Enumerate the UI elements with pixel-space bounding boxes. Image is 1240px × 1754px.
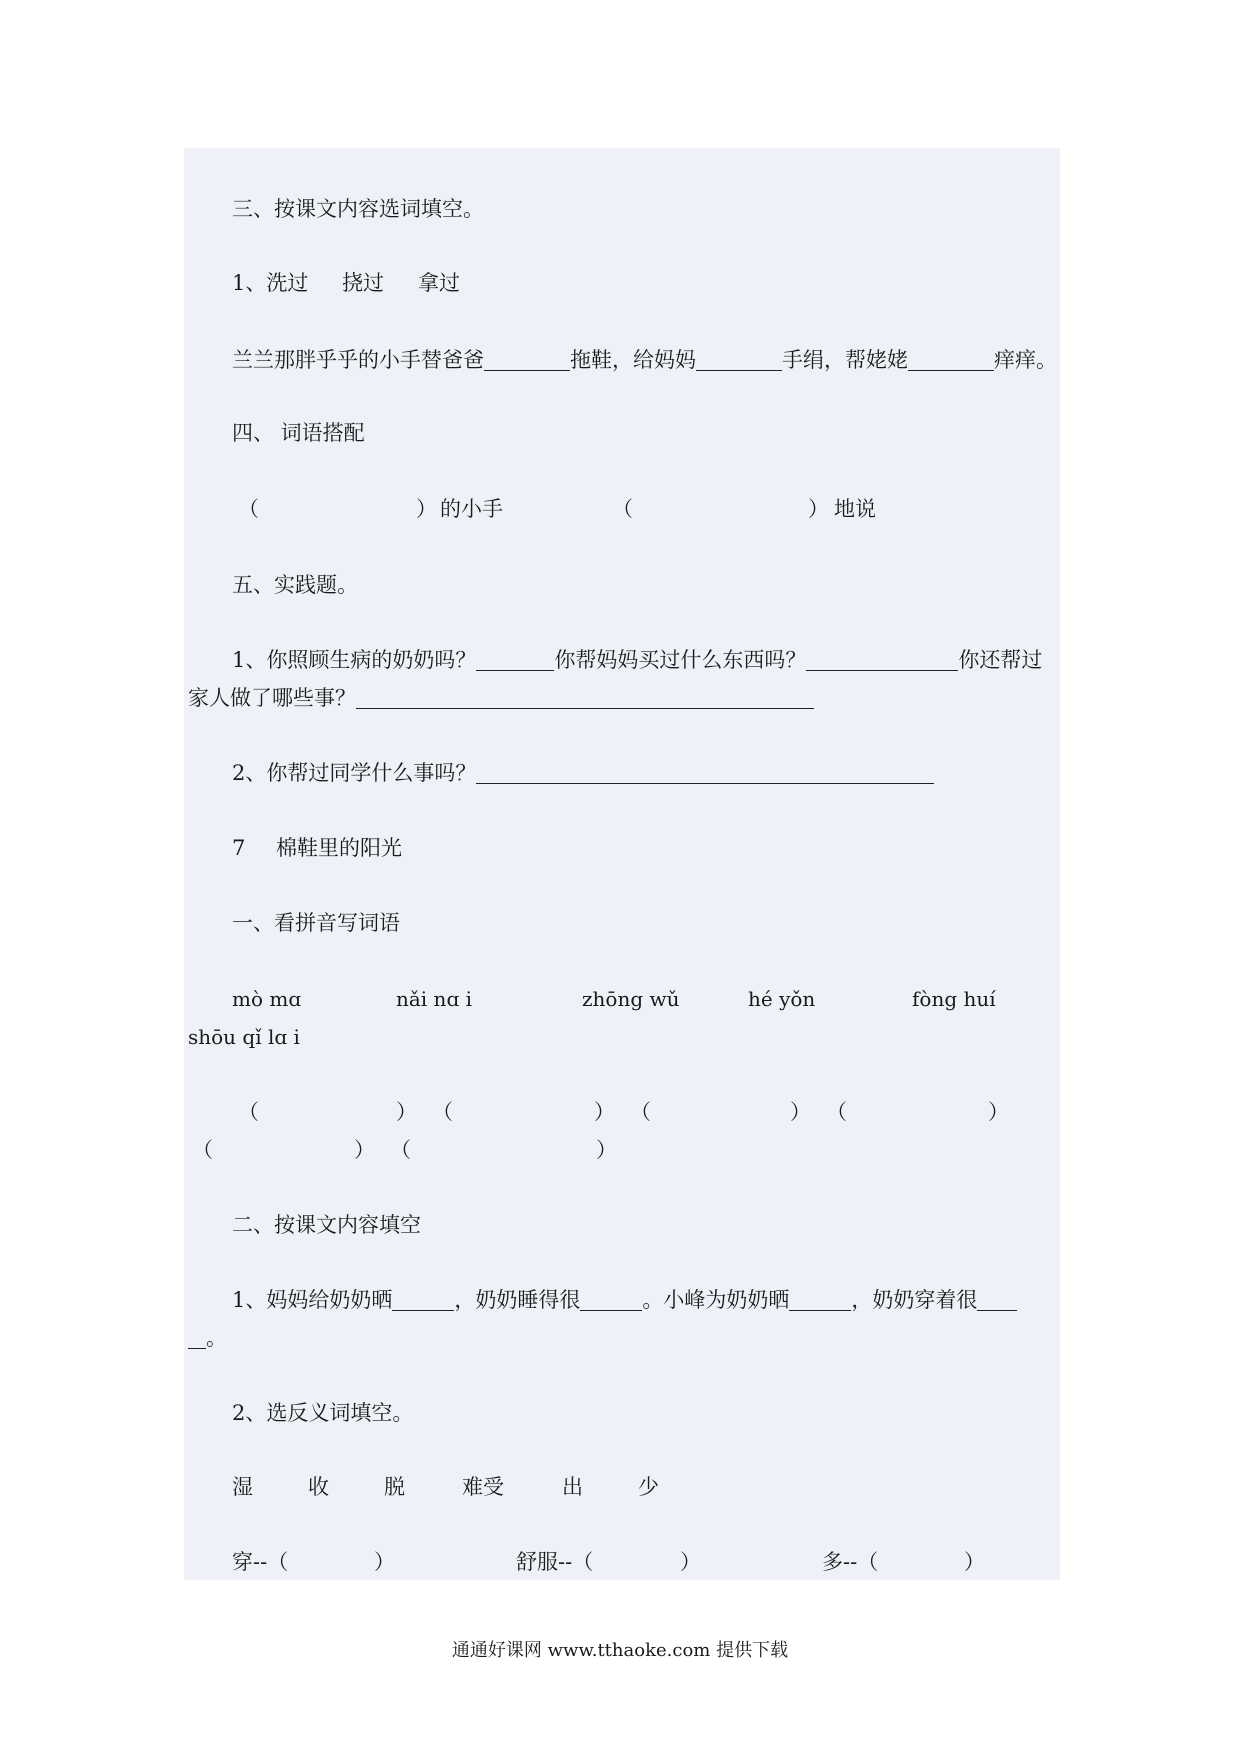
question-text: 你帮妈妈买过什么东西吗？	[554, 648, 807, 672]
paren-open: （	[192, 1138, 213, 1162]
paren-close: ）	[680, 1550, 701, 1574]
paren-open: （	[238, 1100, 259, 1124]
section3-option-2: 挠过	[342, 271, 384, 295]
answer-blank[interactable]	[484, 348, 570, 371]
lesson-title: 棉鞋里的阳光	[276, 836, 402, 860]
paren-close: ）	[988, 1100, 1009, 1124]
paren-close: ）	[964, 1550, 985, 1574]
question-text: 2、你帮过同学什么事吗？	[232, 761, 477, 785]
paren-close: ）	[596, 1138, 617, 1162]
question-text: 1、妈妈给奶奶晒	[232, 1288, 393, 1312]
sentence-part: 痒痒。	[994, 348, 1057, 372]
section3-q1-label: 1、洗过	[232, 271, 309, 295]
word-choice: 脱	[384, 1475, 405, 1499]
part1-title: 一、看拼音写词语	[232, 911, 400, 935]
answer-blank[interactable]	[392, 1288, 454, 1311]
question-text: ，奶奶穿着很	[851, 1288, 978, 1312]
paren-close: ）	[416, 497, 437, 521]
answer-blank[interactable]	[789, 1288, 851, 1311]
answer-blank[interactable]	[476, 761, 934, 784]
pinyin-item: fòng huí	[912, 987, 996, 1011]
paren-open: （	[238, 497, 259, 521]
pinyin-item: mò mɑ	[232, 987, 302, 1011]
sentence-part: 兰兰那胖乎乎的小手替爸爸	[232, 348, 484, 372]
answer-blank[interactable]	[908, 348, 994, 371]
answer-blank[interactable]	[806, 648, 958, 671]
question-text: 。小峰为奶奶晒	[642, 1288, 790, 1312]
paren-close: ）	[396, 1100, 417, 1124]
answer-blank[interactable]	[696, 348, 782, 371]
antonym-pair: 穿--（	[232, 1550, 289, 1574]
paren-close: ）	[808, 497, 829, 521]
part2-q2: 2、选反义词填空。	[232, 1401, 414, 1425]
page-footer: 通通好课网 www.tthaoke.com 提供下载	[451, 1640, 789, 1661]
part2-title: 二、按课文内容填空	[232, 1213, 421, 1237]
section5-title: 五、实践题。	[232, 573, 358, 597]
pinyin-item: hé yǒn	[748, 987, 816, 1011]
question-text: 你还帮过	[958, 648, 1043, 672]
paren-close: ）	[594, 1100, 615, 1124]
paren-close: ）	[374, 1550, 395, 1574]
paren-open: （	[630, 1100, 651, 1124]
paren-open: （	[826, 1100, 847, 1124]
question-text: 家人做了哪些事？	[188, 686, 356, 710]
section5-q2	[232, 758, 934, 788]
answer-blank[interactable]	[476, 648, 554, 671]
part2-q1-cont	[188, 1323, 227, 1353]
paren-close: ）	[354, 1138, 375, 1162]
word-choice: 湿	[232, 1475, 253, 1499]
pinyin-item: nǎi nɑ i	[396, 987, 472, 1011]
pinyin-item: zhōng wǔ	[582, 987, 680, 1011]
word-choice: 少	[638, 1475, 659, 1499]
antonym-pair: 舒服--（	[516, 1550, 594, 1574]
question-text: 1、你照顾生病的奶奶吗？	[232, 648, 477, 672]
paren-open: （	[390, 1138, 411, 1162]
lesson-number: 7	[232, 836, 246, 860]
paren-open: （	[432, 1100, 453, 1124]
antonym-pair: 多--（	[822, 1550, 879, 1574]
section3-option-3: 拿过	[418, 271, 460, 295]
part2-q1	[232, 1285, 1017, 1315]
sentence-part: 拖鞋，给妈妈	[570, 348, 696, 372]
match-word-2: 地说	[834, 497, 876, 521]
paren-close: ）	[790, 1100, 811, 1124]
answer-blank[interactable]	[356, 686, 814, 709]
question-text: 。	[206, 1326, 227, 1350]
question-text: ，奶奶睡得很	[454, 1288, 581, 1312]
section3-sentence	[232, 345, 1057, 375]
section5-q1	[232, 645, 1042, 675]
answer-blank[interactable]	[580, 1288, 642, 1311]
sentence-part: 手绢，帮姥姥	[782, 348, 908, 372]
word-choice: 出	[562, 1475, 583, 1499]
section3-title: 三、按课文内容选词填空。	[232, 197, 484, 221]
section4-title: 四、 词语搭配	[232, 421, 365, 445]
pinyin-item: shōu qǐ lɑ i	[188, 1025, 300, 1049]
word-choice: 收	[308, 1475, 329, 1499]
section5-q1-cont	[188, 683, 814, 713]
word-choice: 难受	[462, 1475, 504, 1499]
answer-blank[interactable]	[977, 1288, 1017, 1311]
match-word-1: 的小手	[440, 497, 503, 521]
answer-blank[interactable]	[188, 1326, 206, 1349]
paren-open: （	[612, 497, 633, 521]
